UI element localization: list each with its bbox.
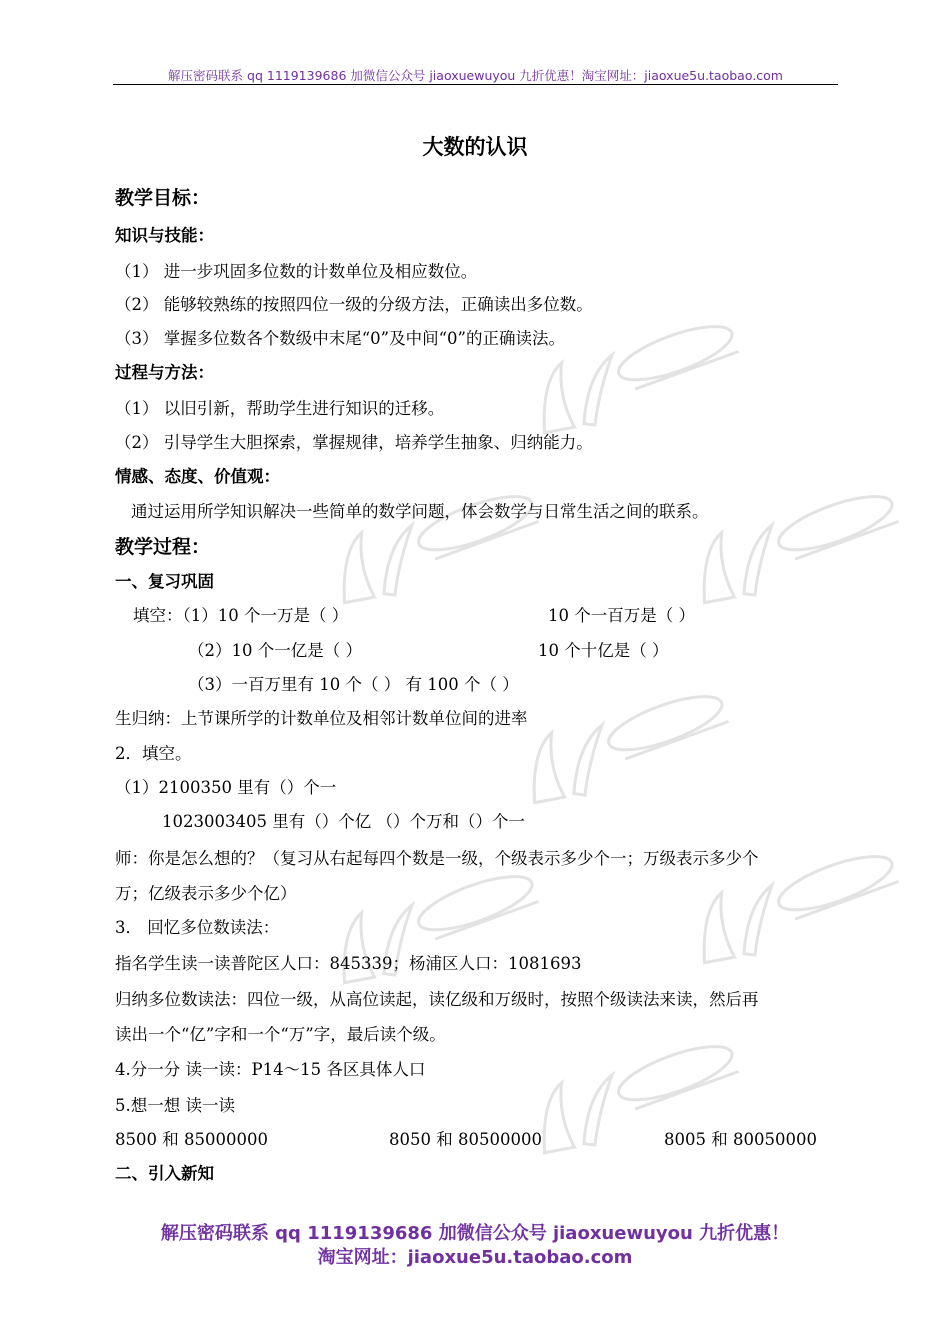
fill-blank-1-left: 填空：（1）10 个一万是（ ）	[133, 606, 349, 625]
teacher-question-line2: 万；亿级表示多少个亿）	[115, 884, 297, 903]
process-heading: 过程与方法：	[115, 363, 214, 382]
review-item-2b: 1023003405 里有（）个亿 （）个万和（）个一	[162, 812, 525, 831]
teacher-question-line1: 师：你是怎么想的？（复习从右起每四个数是一级，个级表示多少个一；万级表示多少个	[115, 849, 759, 868]
reading-rule-line1: 归纳多位数读法：四位一级，从高位读起，读亿级和万级时，按照个级读法来读，然后再	[115, 990, 759, 1009]
footer-line1: 解压密码联系 qq 1119139686 加微信公众号 jiaoxuewuyou 九折优惠！	[160, 1223, 790, 1244]
review-item-5: 5.想一想 读一读	[115, 1096, 235, 1115]
emotion-heading: 情感、态度、价值观：	[115, 467, 280, 486]
review-item-3a: 指名学生读一读普陀区人口：845339；杨浦区人口：1081693	[115, 954, 582, 973]
review-item-2: 2．填空。	[115, 744, 192, 763]
header-banner: 解压密码联系 qq 1119139686 加微信公众号 jiaoxuewuyou 九折优惠！淘宝网址：jiaoxue5u.taobao.com	[168, 68, 783, 83]
knowledge-item: （1） 进一步巩固多位数的计数单位及相应数位。	[115, 262, 478, 281]
fill-blank-2-right: 10 个十亿是（ ）	[538, 641, 669, 660]
header-rule	[113, 84, 838, 85]
fill-blank-3: （3）一百万里有 10 个（ ） 有 100 个（ ）	[188, 675, 519, 694]
footer-line2: 淘宝网址：jiaoxue5u.taobao.com	[317, 1247, 633, 1268]
fill-blank-2-left: （2）10 个一亿是（ ）	[188, 641, 362, 660]
review-heading: 一、复习巩固	[115, 572, 214, 591]
review-item-4: 4.分一分 读一读：P14～15 各区具体人口	[115, 1060, 426, 1079]
new-knowledge-heading: 二、引入新知	[115, 1164, 214, 1183]
number-pair-1: 8500 和 85000000	[115, 1130, 268, 1149]
number-pair-3: 8005 和 80050000	[664, 1130, 817, 1149]
student-summary: 生归纳：上节课所学的计数单位及相邻计数单位间的进率	[115, 709, 528, 728]
procedure-heading: 教学过程：	[115, 536, 211, 558]
review-item-3: 3． 回忆多位数读法：	[115, 918, 280, 937]
knowledge-heading: 知识与技能：	[115, 226, 214, 245]
fill-blank-1-right: 10 个一百万是（ ）	[548, 606, 695, 625]
knowledge-item: （3） 掌握多位数各个数级中末尾“0”及中间“0”的正确读法。	[115, 329, 565, 348]
number-pair-2: 8050 和 80500000	[389, 1130, 542, 1149]
watermark-logo	[490, 680, 750, 810]
reading-rule-line2: 读出一个“亿”字和一个“万”字，最后读个级。	[115, 1025, 446, 1044]
knowledge-item: （2） 能够较熟练的按照四位一级的分级方法，正确读出多位数。	[115, 295, 593, 314]
process-item: （1） 以旧引新，帮助学生进行知识的迁移。	[115, 399, 445, 418]
goals-heading: 教学目标：	[115, 187, 211, 209]
review-item-2a: （1）2100350 里有（）个一	[115, 778, 337, 797]
process-item: （2） 引导学生大胆探索，掌握规律，培养学生抽象、归纳能力。	[115, 433, 593, 452]
page-title: 大数的认识	[422, 134, 528, 159]
emotion-text: 通过运用所学知识解决一些简单的数学问题，体会数学与日常生活之间的联系。	[131, 502, 709, 521]
